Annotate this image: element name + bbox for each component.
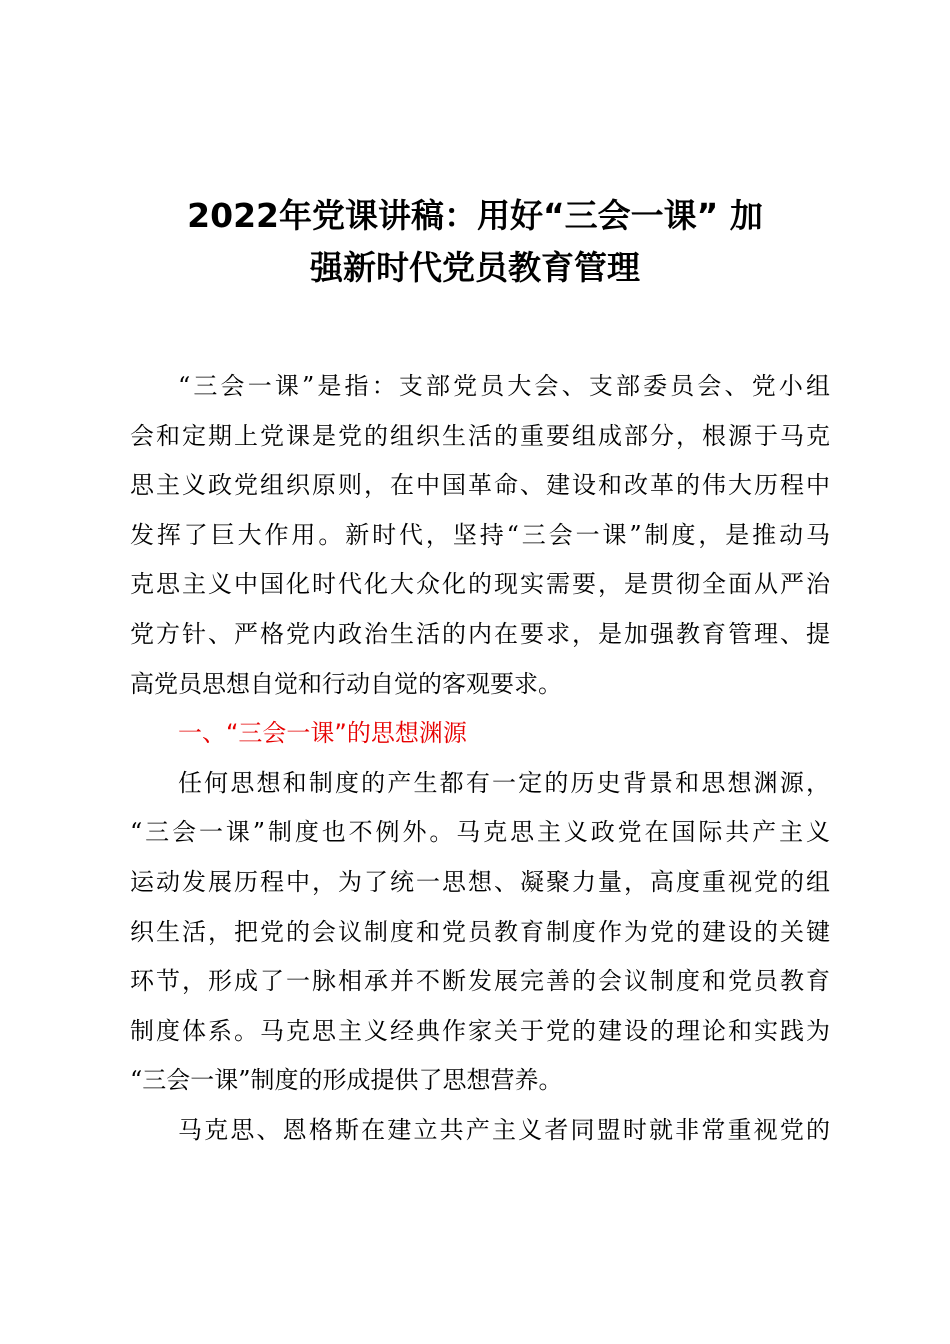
text-line: 环节，形成了一脉相承并不断发展完善的会议制度和党员教育 bbox=[130, 967, 830, 996]
text-line: 会和定期上党课是党的组织生活的重要组成部分，根源于马克 bbox=[130, 421, 830, 450]
text-line: 高党员思想自觉和行动自觉的客观要求。 bbox=[130, 669, 562, 698]
document-title bbox=[120, 190, 830, 294]
paragraph-origins bbox=[130, 759, 830, 1106]
text-line: “三会一课”是指：支部党员大会、支部委员会、党小组 bbox=[178, 372, 830, 400]
title-line-2: 强新时代党员教育管理 bbox=[310, 248, 640, 287]
text-line: “三会一课”制度的形成提供了思想营养。 bbox=[130, 1066, 563, 1095]
document-body bbox=[130, 362, 830, 1156]
text-line: 织生活，把党的会议制度和党员教育制度作为党的建设的关键 bbox=[130, 917, 830, 946]
text-line: 运动发展历程中，为了统一思想、凝聚力量，高度重视党的组 bbox=[130, 867, 830, 896]
text-line: 制度体系。马克思主义经典作家关于党的建设的理论和实践为 bbox=[130, 1016, 830, 1045]
text-line: “三会一课”制度也不例外。马克思主义政党在国际共产主义 bbox=[130, 818, 830, 847]
text-line: 发挥了巨大作用。新时代，坚持“三会一课”制度，是推动马 bbox=[130, 520, 830, 549]
paragraph-intro bbox=[130, 362, 830, 709]
text-line: 马克思、恩格斯在建立共产主义者同盟时就非常重视党的 bbox=[178, 1115, 830, 1144]
text-line: 党方针、严格党内政治生活的内在要求，是加强教育管理、提 bbox=[130, 619, 830, 648]
text-line: 任何思想和制度的产生都有一定的历史背景和思想渊源， bbox=[178, 768, 830, 797]
title-line-1: 2022年党课讲稿：用好“三会一课” 加 bbox=[187, 196, 763, 235]
paragraph-marx-engels bbox=[130, 1106, 830, 1156]
text-line: 克思主义中国化时代化大众化的现实需要，是贯彻全面从严治 bbox=[130, 570, 830, 599]
section-heading: 一、“三会一课”的思想渊源 bbox=[178, 719, 467, 748]
text-line: 思主义政党组织原则，在中国革命、建设和改革的伟大历程中 bbox=[130, 471, 830, 500]
